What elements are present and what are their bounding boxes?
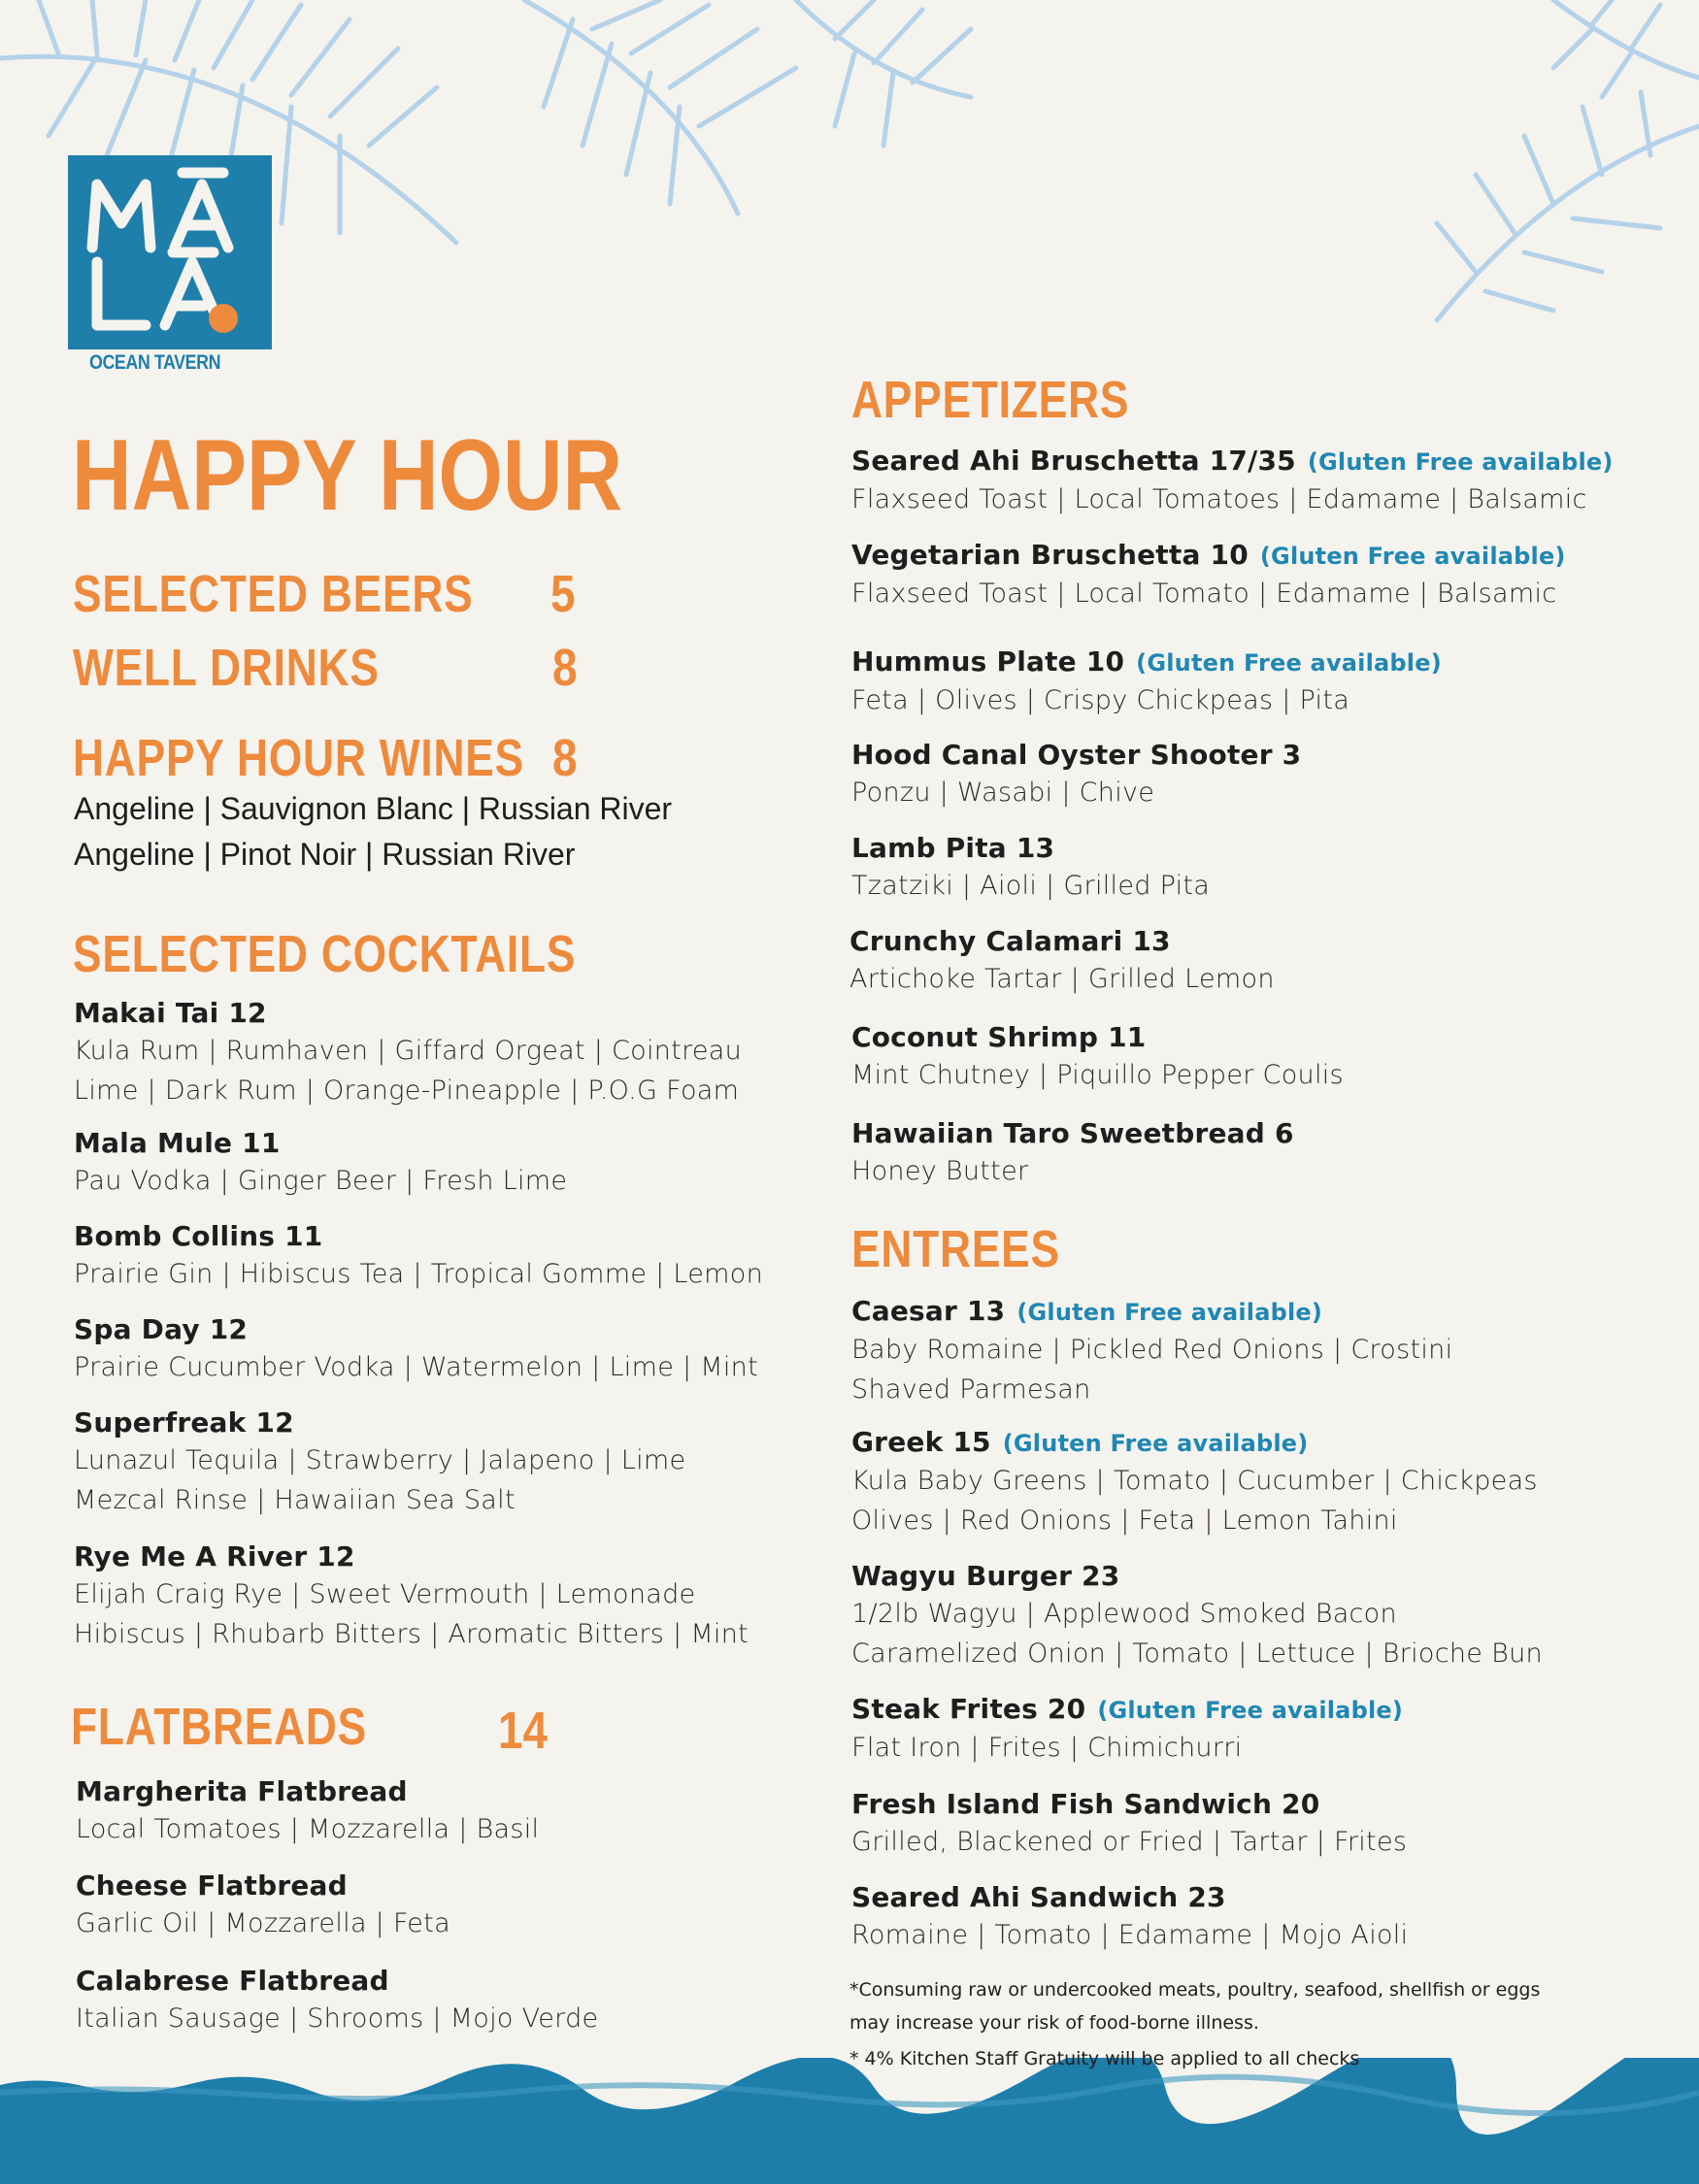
gluten-free-note: (Gluten Free available) bbox=[1097, 1697, 1404, 1724]
item-desc: Flaxseed Toast | Local Tomatoes | Edamame | Balsamic bbox=[851, 484, 1587, 514]
item-desc: Italian Sausage | Shrooms | Mojo Verde bbox=[76, 2003, 599, 2034]
menu-item bbox=[851, 1559, 1543, 1673]
item-desc: Artichoke Tartar | Grilled Lemon bbox=[850, 964, 1275, 994]
item-name-text: Seared Ahi Bruschetta 17/35 bbox=[851, 445, 1296, 477]
item-name bbox=[851, 1294, 1452, 1330]
menu-item bbox=[74, 1539, 749, 1654]
menu-item bbox=[851, 1880, 1408, 1955]
menu-item bbox=[74, 1126, 567, 1201]
item-desc: 1/2lb Wagyu | Applewood Smoked Bacon bbox=[851, 1599, 1397, 1629]
selected-beers-label: SELECTED BEERS bbox=[73, 565, 474, 623]
item-desc: Prairie Cucumber Vodka | Watermelon | Lime | Mint bbox=[74, 1352, 758, 1382]
menu-item bbox=[851, 1020, 1344, 1095]
entrees-title: ENTREES bbox=[851, 1220, 1060, 1278]
item-name: Crunchy Calamari 13 bbox=[850, 925, 1171, 957]
item-name: Calabrese Flatbread bbox=[76, 1965, 389, 1997]
item-name: Bomb Collins 11 bbox=[74, 1220, 323, 1252]
gluten-free-note: (Gluten Free available) bbox=[1307, 448, 1614, 476]
gluten-free-note: (Gluten Free available) bbox=[1016, 1299, 1323, 1326]
item-name-text: Greek 15 bbox=[851, 1426, 991, 1458]
menu-item bbox=[76, 1964, 598, 2038]
item-desc: Ponzu | Wasabi | Chive bbox=[851, 778, 1155, 808]
happy-hour-wines-label: HAPPY HOUR WINES bbox=[73, 729, 525, 787]
flatbreads-title: FLATBREADS bbox=[71, 1698, 368, 1756]
menu-item bbox=[76, 1869, 450, 1943]
footnote-raw-food: *Consuming raw or undercooked meats, poultry, seafood, shellfish or eggs bbox=[850, 1979, 1541, 2001]
item-desc: Lime | Dark Rum | Orange-Pineapple | P.O.G Foam bbox=[74, 1075, 740, 1106]
item-name: Mala Mule 11 bbox=[74, 1127, 281, 1159]
item-name-text: Steak Frites 20 bbox=[851, 1693, 1086, 1725]
menu-item bbox=[74, 1406, 685, 1520]
item-name: Superfreak 12 bbox=[74, 1406, 294, 1439]
footnote-raw-food-cont: may increase your risk of food-borne illness. bbox=[850, 2012, 1259, 2034]
menu-item bbox=[851, 444, 1614, 519]
item-desc: Lunazul Tequila | Strawberry | Jalapeno | Lime bbox=[74, 1445, 686, 1475]
item-name: Margherita Flatbread bbox=[76, 1775, 408, 1807]
menu-item bbox=[74, 1312, 758, 1387]
item-desc: Baby Romaine | Pickled Red Onions | Crostini bbox=[851, 1335, 1453, 1365]
menu-item bbox=[851, 1692, 1403, 1768]
item-desc: Flat Iron | Frites | Chimichurri bbox=[851, 1733, 1243, 1763]
item-desc: Hibiscus | Rhubarb Bitters | Aromatic Bitters | Mint bbox=[74, 1619, 750, 1649]
appetizers-title: APPETIZERS bbox=[851, 371, 1130, 429]
menu-item bbox=[851, 1294, 1452, 1409]
item-name: Wagyu Burger 23 bbox=[851, 1560, 1120, 1592]
item-desc: Grilled, Blackened or Fried | Tartar | Frites bbox=[851, 1827, 1408, 1857]
item-desc: Honey Butter bbox=[851, 1156, 1029, 1186]
footnote-gratuity: * 4% Kitchen Staff Gratuity will be applied to all checks bbox=[850, 2048, 1360, 2069]
item-desc: Mezcal Rinse | Hawaiian Sea Salt bbox=[74, 1485, 516, 1515]
item-desc: Olives | Red Onions | Feta | Lemon Tahini bbox=[851, 1506, 1398, 1536]
menu-item bbox=[851, 738, 1301, 812]
item-name bbox=[851, 1425, 1538, 1461]
bottom-wave-decoration bbox=[0, 2058, 1699, 2184]
item-name bbox=[851, 444, 1614, 480]
gluten-free-note: (Gluten Free available) bbox=[1136, 649, 1442, 677]
item-desc: Kula Baby Greens | Tomato | Cucumber | Chickpeas bbox=[851, 1466, 1538, 1496]
flatbreads-price: 14 bbox=[498, 1702, 549, 1760]
happy-hour-wines-price: 8 bbox=[552, 729, 578, 787]
menu-item bbox=[74, 1219, 763, 1294]
item-desc: Flaxseed Toast | Local Tomato | Edamame | Balsamic bbox=[851, 579, 1557, 609]
well-drinks-label: WELL DRINKS bbox=[73, 639, 380, 697]
item-name bbox=[851, 538, 1566, 574]
item-name bbox=[851, 1692, 1403, 1728]
item-desc: Pau Vodka | Ginger Beer | Fresh Lime bbox=[74, 1166, 568, 1196]
happy-hour-title: HAPPY HOUR bbox=[72, 419, 623, 532]
logo-mala-lettermark bbox=[68, 155, 272, 349]
item-name: Spa Day 12 bbox=[74, 1313, 249, 1345]
item-name: Hood Canal Oyster Shooter 3 bbox=[851, 739, 1302, 771]
item-name: Fresh Island Fish Sandwich 20 bbox=[851, 1788, 1320, 1820]
menu-item bbox=[851, 645, 1442, 720]
gluten-free-note: (Gluten Free available) bbox=[1002, 1430, 1309, 1457]
menu-item bbox=[850, 924, 1275, 999]
item-desc: Romaine | Tomato | Edamame | Mojo Aioli bbox=[851, 1920, 1409, 1950]
item-name bbox=[851, 645, 1442, 680]
item-name-text: Caesar 13 bbox=[851, 1295, 1006, 1327]
item-name: Cheese Flatbread bbox=[76, 1870, 348, 1902]
gluten-free-note: (Gluten Free available) bbox=[1259, 543, 1566, 570]
menu-item bbox=[851, 1787, 1407, 1862]
item-desc: Kula Rum | Rumhaven | Giffard Orgeat | Cointreau bbox=[74, 1036, 743, 1066]
well-drinks-price: 8 bbox=[552, 639, 578, 697]
item-name: Rye Me A River 12 bbox=[74, 1540, 355, 1572]
wine-line: Angeline | Sauvignon Blanc | Russian River bbox=[74, 791, 673, 826]
menu-item bbox=[76, 1774, 539, 1849]
item-desc: Local Tomatoes | Mozzarella | Basil bbox=[76, 1814, 540, 1844]
item-name-text: Hummus Plate 10 bbox=[851, 645, 1125, 678]
logo-wordmark: OCEAN TAVERN bbox=[89, 351, 221, 374]
item-desc: Feta | Olives | Crispy Chickpeas | Pita bbox=[851, 685, 1350, 715]
item-name: Coconut Shrimp 11 bbox=[851, 1021, 1147, 1053]
item-desc: Shaved Parmesan bbox=[851, 1374, 1091, 1405]
cocktails-title: SELECTED COCKTAILS bbox=[73, 925, 577, 983]
mala-logo bbox=[68, 155, 277, 374]
menu-item bbox=[851, 1425, 1538, 1540]
wine-line: Angeline | Pinot Noir | Russian River bbox=[74, 837, 576, 872]
menu-item bbox=[851, 1116, 1294, 1191]
item-desc: Prairie Gin | Hibiscus Tea | Tropical Gomme | Lemon bbox=[74, 1259, 763, 1289]
item-desc: Tzatziki | Aioli | Grilled Pita bbox=[851, 871, 1211, 901]
item-name: Lamb Pita 13 bbox=[851, 832, 1055, 864]
item-desc: Garlic Oil | Mozzarella | Feta bbox=[76, 1908, 450, 1938]
menu-item bbox=[74, 996, 742, 1110]
item-desc: Caramelized Onion | Tomato | Lettuce | Brioche Bun bbox=[851, 1638, 1543, 1669]
selected-beers-price: 5 bbox=[550, 565, 576, 623]
item-name: Makai Tai 12 bbox=[74, 997, 267, 1029]
item-name: Seared Ahi Sandwich 23 bbox=[851, 1881, 1226, 1913]
item-desc: Elijah Craig Rye | Sweet Vermouth | Lemonade bbox=[74, 1579, 696, 1609]
item-desc: Mint Chutney | Piquillo Pepper Coulis bbox=[851, 1060, 1344, 1090]
menu-item bbox=[851, 538, 1566, 613]
item-name: Hawaiian Taro Sweetbread 6 bbox=[851, 1117, 1294, 1149]
item-name-text: Vegetarian Bruschetta 10 bbox=[851, 539, 1249, 571]
menu-item bbox=[851, 831, 1210, 906]
